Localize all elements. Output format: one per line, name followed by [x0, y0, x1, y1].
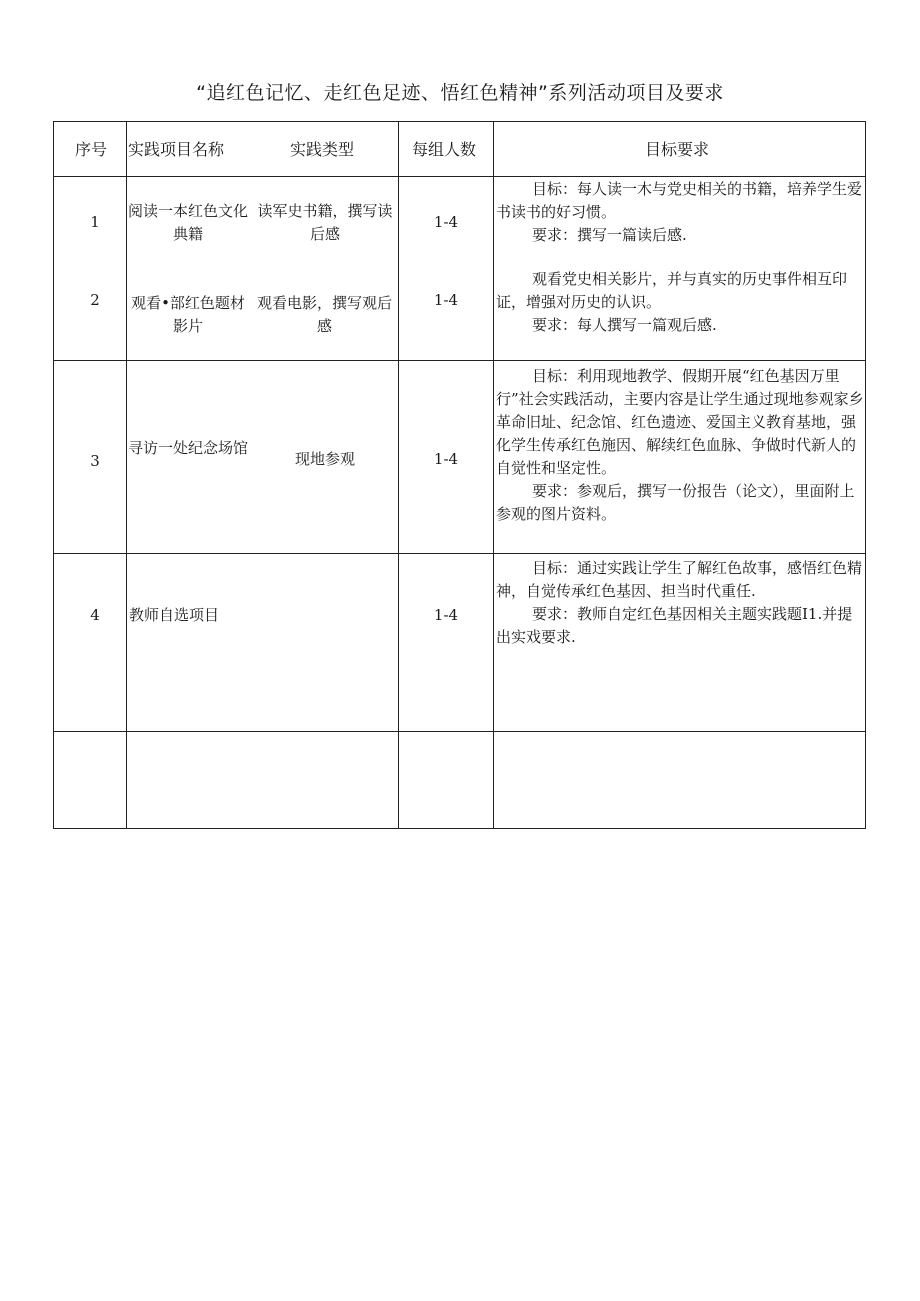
row-1-goal-requirement: 要求：撰写一篇读后感.: [532, 226, 687, 244]
header-name: 实践项目名称: [128, 140, 225, 159]
row-1-seq: 1: [90, 213, 100, 231]
row-4-seq: 4: [90, 606, 100, 624]
header-goal: 目标要求: [645, 140, 710, 159]
row-3-group: 1-4: [433, 450, 459, 468]
row-3-goal: [496, 365, 864, 526]
row-divider: [53, 731, 866, 732]
col-divider: [398, 121, 399, 829]
page-title: “追红色记忆、走红色足迹、悟红色精神”系列活动项目及要求: [196, 82, 724, 104]
row-1-name: 阅读一本红色文化典籍: [128, 202, 249, 243]
row-2-goal-requirement: 要求：每人撰写一篇观后感.: [532, 316, 717, 334]
row-1-goal: [496, 178, 864, 247]
row-1-goal-target: 目标：每人读一木与党史相关的书籍，培养学生爱书读书的好习惯。: [496, 180, 863, 221]
row-divider: [53, 360, 866, 361]
row-2-goal: [496, 268, 864, 337]
row-3-seq: 3: [90, 452, 100, 470]
row-2-seq: 2: [90, 291, 100, 309]
row-3-type: 现地参观: [294, 450, 355, 468]
row-2-type: 观看电影，撰写观后感: [256, 294, 392, 335]
row-4-goal-requirement: 要求：教师自定红色基因相关主题实践题I1.并提出实戏要求.: [496, 605, 853, 646]
header-seq: 序号: [75, 140, 108, 159]
header-group: 每组人数: [412, 140, 477, 159]
row-divider: [53, 553, 866, 554]
row-3-name: 寻访一处纪念场馆: [128, 439, 249, 457]
row-1-type: 读军史书籍，撰写读后感: [257, 202, 393, 243]
col-divider: [493, 121, 494, 829]
row-1-group: 1-4: [433, 213, 459, 231]
header-divider: [53, 176, 866, 177]
row-3-goal-target: 目标：利用现地教学、假期开展“红色基因万里行”社会实践活动，主要内容是让学生通过现地参观家乡革命旧址、纪念馆、红色遗迹、爱国主义教育基地，强化学生传承红色施因、解续红色血脉、争做时代新人的自觉性和坚定性。: [496, 367, 864, 477]
row-4-name: 教师自选项目: [129, 606, 220, 624]
header-type: 实践类型: [290, 140, 355, 159]
row-3-goal-requirement: 要求：参观后，撰写一份报告（论文），里面附上参观的图片资料。: [496, 482, 855, 523]
row-4-goal-target: 目标：通过实践让学生了解红色故事，感悟红色精神，自觉传承红色基因、担当时代重任.: [496, 559, 863, 600]
row-4-goal: [496, 557, 864, 649]
row-2-goal-target: 观看党史相关影片，并与真实的历史事件相互印证，增强对历史的认识。: [496, 270, 848, 311]
col-divider: [126, 121, 127, 829]
row-2-group: 1-4: [433, 291, 459, 309]
row-2-name: 观看•部红色题材影片: [131, 294, 245, 335]
row-4-group: 1-4: [433, 606, 459, 624]
